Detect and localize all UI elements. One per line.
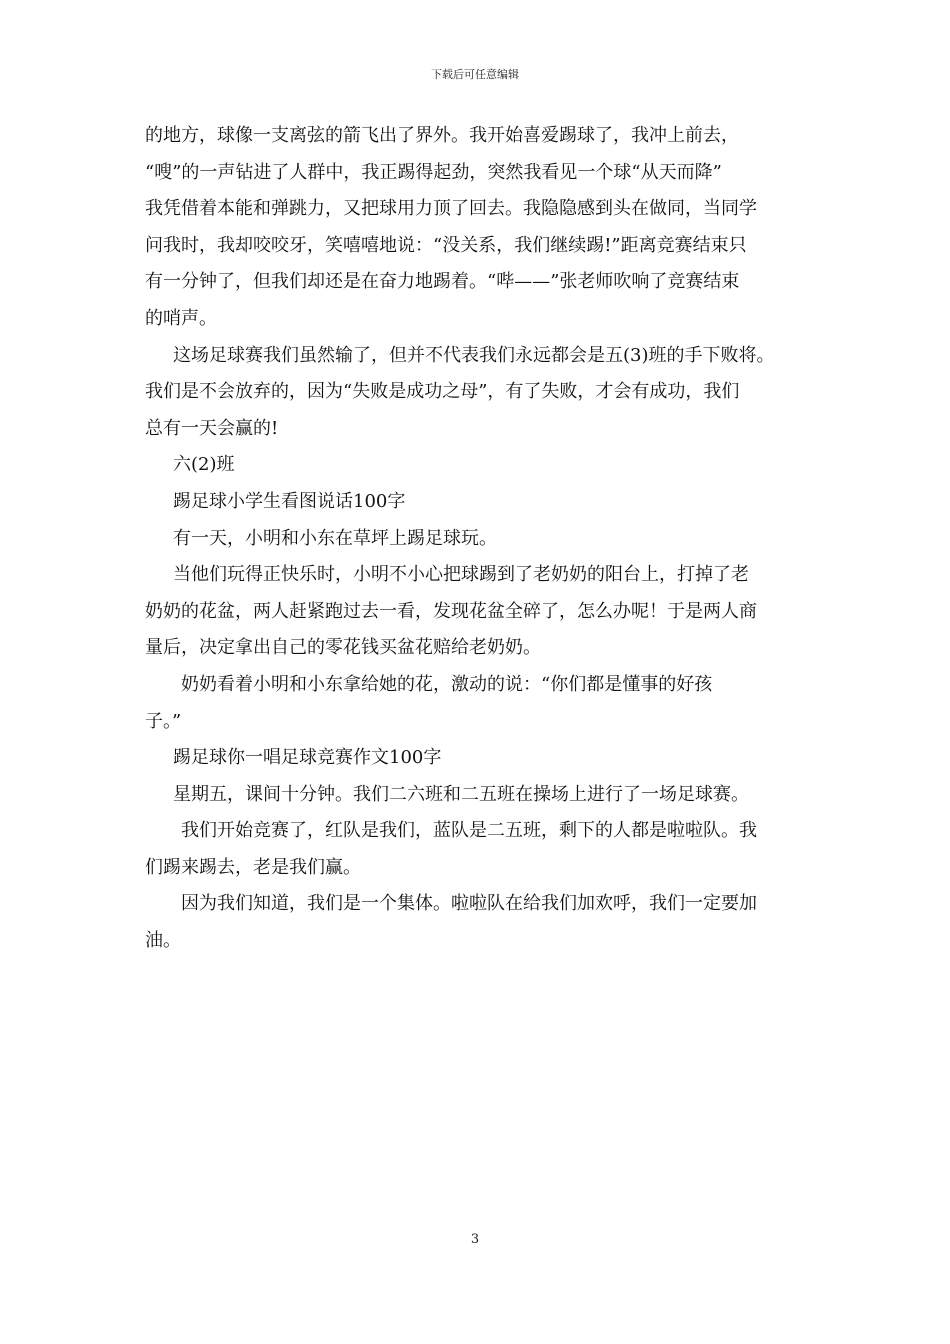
text-line: 的地方，球像一支离弦的箭飞出了界外。我开始喜爱踢球了，我冲上前去，	[145, 125, 739, 146]
text-line: 们踢来踢去，老是我们赢。	[145, 856, 361, 878]
paragraph-start-line: 因为我们知道，我们是一个集体。啦啦队在给我们加欢呼，我们一定要加	[181, 893, 757, 915]
page-header: 下载后可任意编辑	[431, 68, 519, 81]
paragraph-start-line: 这场足球赛我们虽然输了，但并不代表我们永远都会是五(3)班的手下败将。	[173, 344, 775, 366]
text-line: 子。”	[145, 710, 182, 732]
document-body	[145, 118, 825, 960]
text-line: “嗖”的一声钻进了人群中，我正踢得起劲，突然我看见一个球“从天而降”	[145, 161, 722, 183]
text-line: 我们是不会放弃的，因为“失败是成功之母”，有了失败，才会有成功，我们	[145, 381, 740, 403]
text-line: 量后，决定拿出自己的零花钱买盆花赔给老奶奶。	[145, 637, 541, 659]
section-title: 踢足球小学生看图说话100字	[173, 490, 406, 512]
text-line: 总有一天会赢的!	[145, 417, 279, 439]
text-line: 我凭借着本能和弹跳力，又把球用力顶了回去。我隐隐感到头在做同，当同学	[145, 198, 757, 220]
paragraph-start-line: 星期五，课间十分钟。我们二六班和二五班在操场上进行了一场足球赛。	[173, 783, 749, 805]
text-line: 问我时，我却咬咬牙，笑嘻嘻地说：“没关系，我们继续踢!”距离竞赛结束只	[145, 234, 747, 256]
text-line: 奶奶的花盆，两人赶紧跑过去一看，发现花盆全碎了，怎么办呢！于是两人商	[145, 600, 757, 622]
text-line: 的哨声。	[145, 307, 217, 329]
paragraph-start-line: 奶奶看着小明和小东拿给她的花，激动的说：“你们都是懂事的好孩	[181, 673, 713, 695]
section-title: 踢足球你一唱足球竞赛作文100字	[173, 747, 442, 769]
text-line: 油。	[145, 930, 181, 952]
text-line: 有一分钟了，但我们却还是在奋力地踢着。“哔——”张老师吹响了竞赛结束	[145, 271, 740, 293]
paragraph-start-line: 我们开始竞赛了，红队是我们，蓝队是二五班，剩下的人都是啦啦队。我	[181, 820, 757, 842]
paragraph-start-line: 当他们玩得正快乐时，小明不小心把球踢到了老奶奶的阳台上，打掉了老	[173, 564, 749, 586]
page-number: 3	[470, 1232, 480, 1247]
paragraph-start-line: 有一天，小明和小东在草坪上踢足球玩。	[173, 527, 497, 549]
class-label: 六(2)班	[173, 454, 235, 476]
